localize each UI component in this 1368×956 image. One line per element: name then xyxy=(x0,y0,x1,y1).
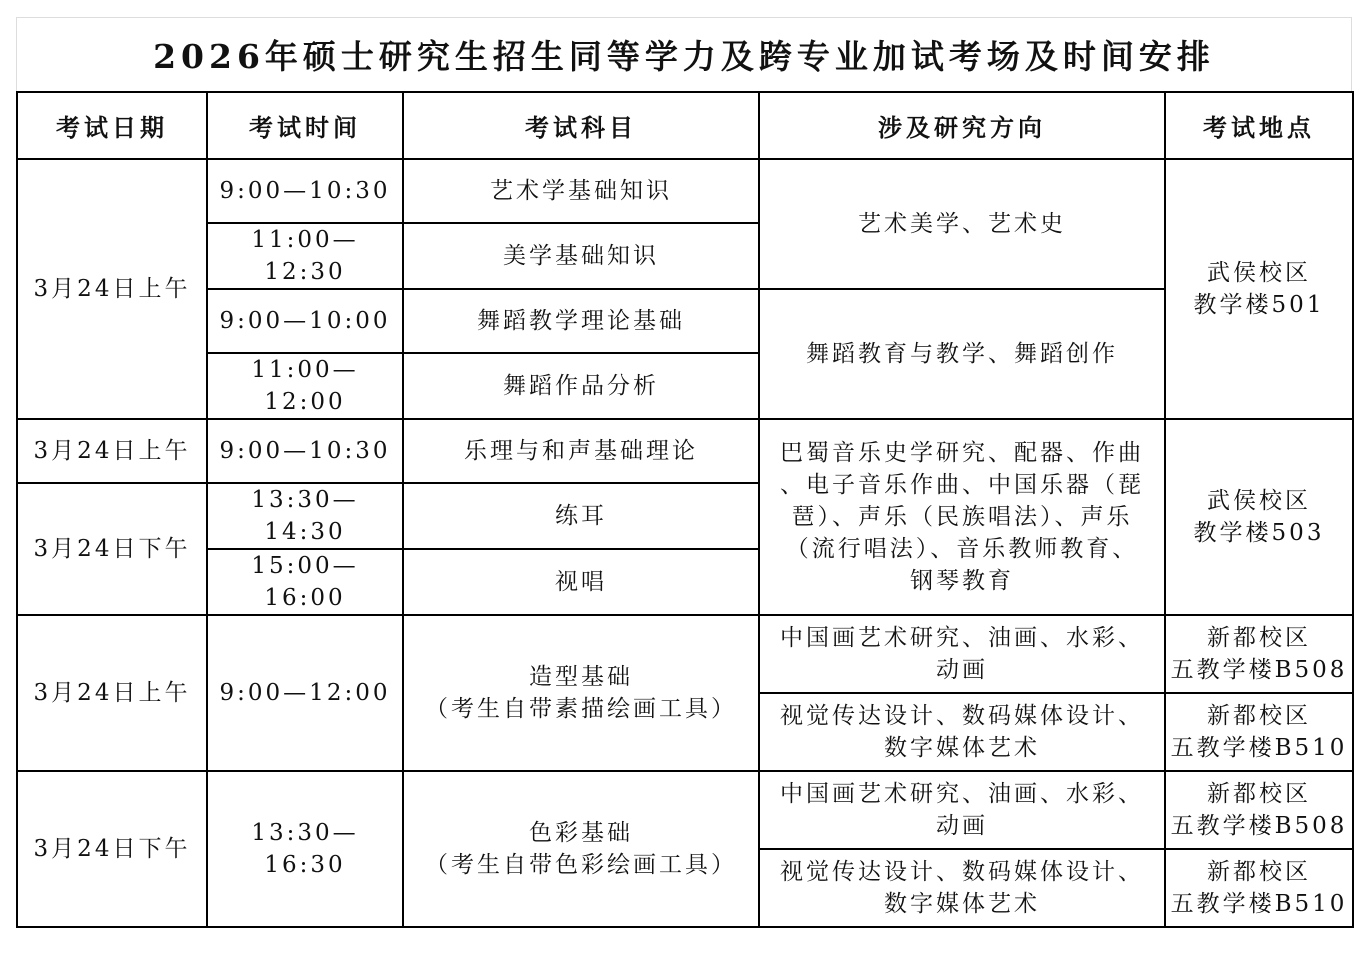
subject-cell: 艺术学基础知识 xyxy=(403,159,759,223)
page-title: 2026年硕士研究生招生同等学力及跨专业加试考场及时间安排 xyxy=(16,17,1352,91)
subject-cell: 造型基础 （考生自带素描绘画工具） xyxy=(403,615,759,771)
location-cell: 武侯校区 教学楼503 xyxy=(1165,419,1353,615)
location-cell: 新都校区 五教学楼B510 xyxy=(1165,693,1353,771)
subject-cell: 练耳 xyxy=(403,483,759,549)
location-cell: 武侯校区 教学楼501 xyxy=(1165,159,1353,419)
time-cell: 9:00—10:30 xyxy=(207,419,403,483)
direction-cell: 视觉传达设计、数码媒体设计、 数字媒体艺术 xyxy=(759,849,1165,927)
subject-cell: 舞蹈作品分析 xyxy=(403,353,759,419)
subject-cell: 视唱 xyxy=(403,549,759,615)
direction-cell: 中国画艺术研究、油画、水彩、 动画 xyxy=(759,771,1165,849)
header-row xyxy=(17,92,1353,159)
table-row xyxy=(17,771,1353,849)
date-cell: 3月24日上午 xyxy=(17,419,207,483)
time-cell: 9:00—10:00 xyxy=(207,289,403,353)
schedule-table xyxy=(16,91,1354,928)
direction-cell: 中国画艺术研究、油画、水彩、 动画 xyxy=(759,615,1165,693)
date-cell: 3月24日上午 xyxy=(17,615,207,771)
subject-cell: 乐理与和声基础理论 xyxy=(403,419,759,483)
header-time: 考试时间 xyxy=(207,92,403,159)
time-cell: 9:00—12:00 xyxy=(207,615,403,771)
date-cell: 3月24日下午 xyxy=(17,771,207,927)
time-cell: 11:00—12:00 xyxy=(207,353,403,419)
time-cell: 13:30—16:30 xyxy=(207,771,403,927)
header-location: 考试地点 xyxy=(1165,92,1353,159)
table-row xyxy=(17,419,1353,483)
subject-cell: 舞蹈教学理论基础 xyxy=(403,289,759,353)
table-row xyxy=(17,615,1353,693)
header-direction: 涉及研究方向 xyxy=(759,92,1165,159)
date-cell: 3月24日下午 xyxy=(17,483,207,615)
time-cell: 15:00—16:00 xyxy=(207,549,403,615)
direction-cell: 艺术美学、艺术史 xyxy=(759,159,1165,289)
time-cell: 9:00—10:30 xyxy=(207,159,403,223)
header-date: 考试日期 xyxy=(17,92,207,159)
location-cell: 新都校区 五教学楼B510 xyxy=(1165,849,1353,927)
subject-cell: 美学基础知识 xyxy=(403,223,759,289)
date-cell: 3月24日上午 xyxy=(17,159,207,419)
location-cell: 新都校区 五教学楼B508 xyxy=(1165,615,1353,693)
direction-cell: 舞蹈教育与教学、舞蹈创作 xyxy=(759,289,1165,419)
table-row xyxy=(17,159,1353,223)
time-cell: 13:30—14:30 xyxy=(207,483,403,549)
table-row xyxy=(17,289,1353,353)
header-subject: 考试科目 xyxy=(403,92,759,159)
subject-cell: 色彩基础 （考生自带色彩绘画工具） xyxy=(403,771,759,927)
location-cell: 新都校区 五教学楼B508 xyxy=(1165,771,1353,849)
time-cell: 11:00—12:30 xyxy=(207,223,403,289)
direction-cell: 视觉传达设计、数码媒体设计、 数字媒体艺术 xyxy=(759,693,1165,771)
direction-cell: 巴蜀音乐史学研究、配器、作曲 、电子音乐作曲、中国乐器（琵 琶）、声乐（民族唱法）、声乐 （流行唱法）、音乐教师教育、 钢琴教育 xyxy=(759,419,1165,615)
